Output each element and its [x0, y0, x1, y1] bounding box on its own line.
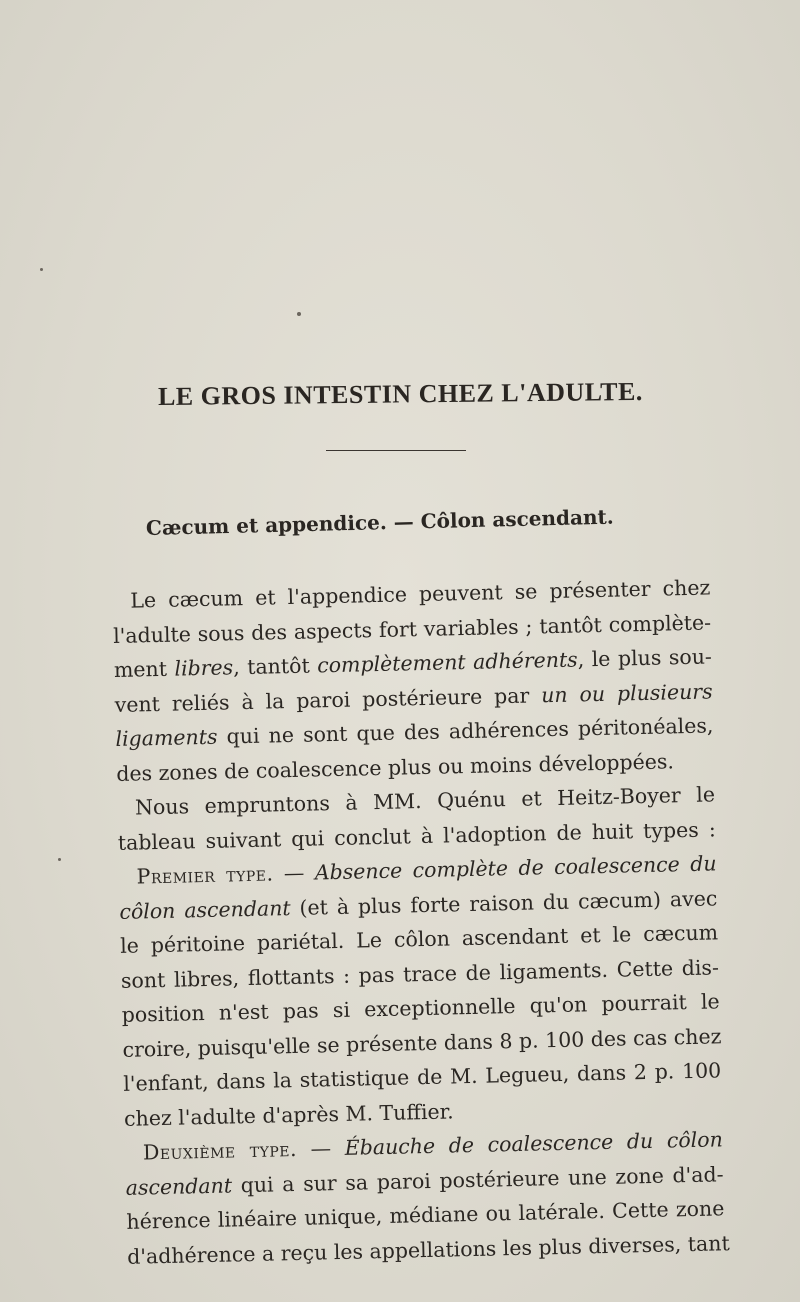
text-line: côlon ascendant (et à plus forte raison du cæcum) avec: [119, 885, 718, 924]
paper-speck: [40, 268, 43, 271]
text-line: tableau suivant qui conclut à l'adoption de huit types :: [117, 816, 716, 855]
type-label: Deuxième type.: [142, 1136, 298, 1165]
text-line: des zones de coalescence plus ou moins développées.: [116, 748, 675, 786]
text-line: Nous empruntons à MM. Quénu et Heitz-Boyer le: [134, 782, 716, 820]
text-line: vent reliés à la paroi postérieure par un ou plusieurs: [114, 678, 713, 717]
chapter-title: LE GROS INTESTIN CHEZ L'ADULTE.: [157, 376, 643, 411]
text-line: ligaments qui ne sont que des adhérences péritonéales,: [115, 713, 714, 751]
text-line: sont libres, flottants : pas trace de ligaments. Cette dis-: [120, 954, 720, 993]
type-label: Premier type.: [136, 861, 274, 889]
text-line: l'adulte sous des aspects fort variables ; tantôt complète-: [112, 609, 712, 648]
text-line: chez l'adulte d'après M. Tuffier.: [123, 1098, 454, 1131]
text-line: hérence linéaire unique, médiane ou latérale. Cette zone: [126, 1196, 725, 1234]
text-line: Deuxième type. — Ébauche de coalescence du côlon: [142, 1127, 724, 1165]
body-text: [112, 570, 730, 1273]
text-line: d'adhérence a reçu les appellations les plus diverses, tant: [126, 1230, 730, 1269]
text-line: l'enfant, dans la statistique de M. Legueu, dans 2 p. 100: [123, 1058, 722, 1096]
text-line: ascendant qui a sur sa paroi postérieure une zone d'ad-: [125, 1161, 724, 1200]
text-line: ment libres, tantôt complètement adhérents, le plus sou-: [113, 644, 713, 682]
section-heading: Cæcum et appendice. — Côlon ascendant.: [145, 504, 614, 540]
text-line: croire, puisqu'elle se présente dans 8 p. 100 des cas chez: [122, 1023, 722, 1062]
text-line: le péritoine pariétal. Le côlon ascendant et le cæcum: [119, 920, 719, 958]
text-line: position n'est pas si exceptionnelle qu'on pourrait le: [121, 989, 720, 1027]
title-divider: [326, 450, 466, 451]
paper-speck: [58, 858, 61, 861]
text-line: Le cæcum et l'appendice peuvent se présenter chez: [130, 575, 711, 613]
text-line: Premier type. — Absence complète de coalescence du: [136, 851, 717, 889]
paper-speck: [297, 312, 301, 316]
